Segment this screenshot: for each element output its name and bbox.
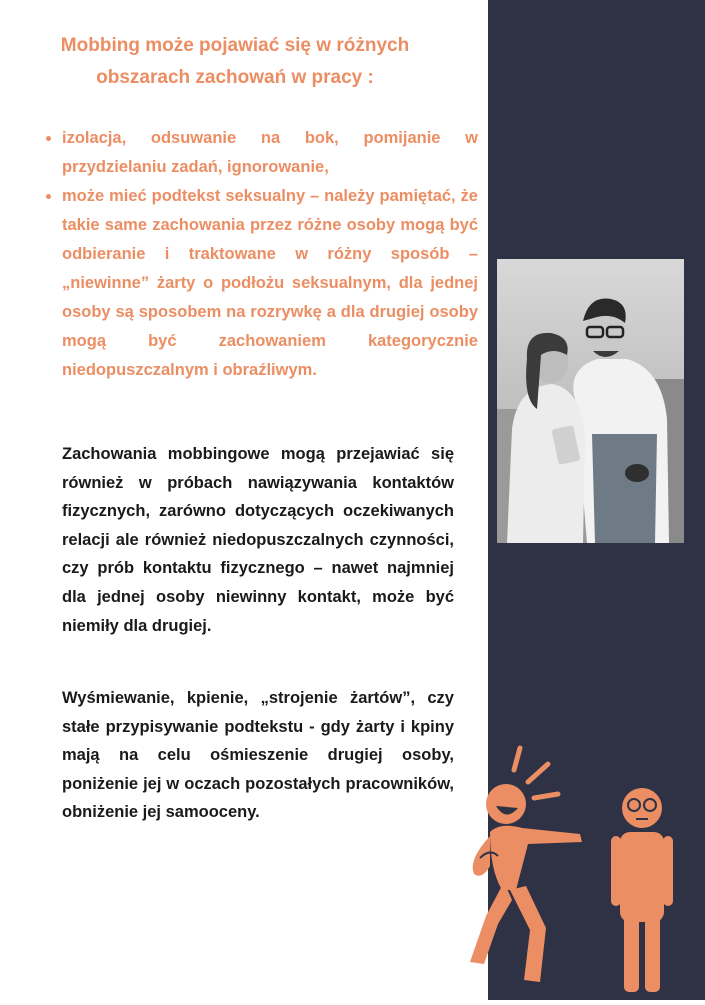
bullet-list	[38, 124, 478, 385]
paragraph-ridicule: Wyśmiewanie, kpienie, „strojenie żartów”, czy stałe przypisywanie podtekstu - gdy żarty i kpiny mają na celu ośmieszenie drugiej osoby, poniżenie jej w oczach pozostałych pracowników, obniżenie jej samooceny.	[62, 689, 454, 822]
sad-figure-with-glasses-icon	[611, 788, 673, 992]
paragraph-physical-contact: Zachowania mobbingowe mogą przejawiać się również w próbach nawiązywania kontaktów fizycznych, zarówno dotyczących oczekiwanych relacji ale również niedopuszczalnych czynności, czy prób kontaktu fizycznego – nawet najmniej dla jednej osoby niewinny kontakt, może być niemiły dla drugiej.	[62, 445, 454, 635]
laughing-pointing-figure-icon	[470, 748, 582, 982]
bullying-illustration	[450, 740, 690, 1000]
page-title: Mobbing może pojawiać się w różnych obszarach zachowań w pracy :	[60, 35, 410, 88]
figures-svg	[450, 740, 690, 1000]
list-item: • może mieć podtekst seksualny – należy pamiętać, że takie same zachowania przez różne osoby mogą być odbieranie i traktowane w różny sposób – „niewinne” żarty o podłożu seksualnym, dla jednej osoby są sposobem na rozrywkę a dla drugiej osoby mogą być zachowaniem kategorycznie niedopuszczalnym i obraźliwym.	[62, 182, 478, 385]
office-photo-illustration	[497, 259, 684, 543]
list-item: • izolacja, odsuwanie na bok, pomijanie w przydzielaniu zadań, ignorowanie,	[62, 124, 478, 182]
office-photo	[497, 259, 684, 543]
